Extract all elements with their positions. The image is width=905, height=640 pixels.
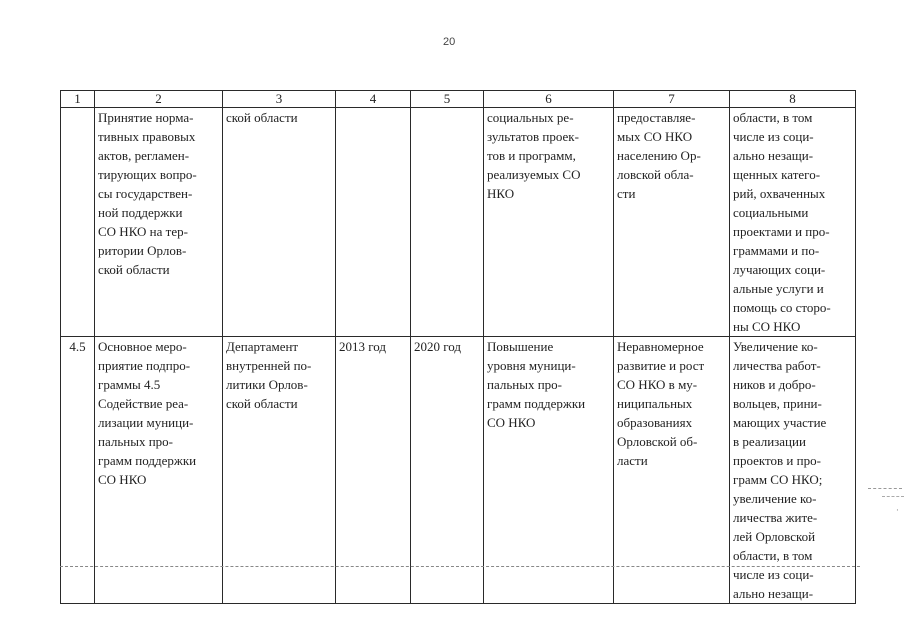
header-cell: 2 — [95, 91, 223, 108]
cell-text-line: лизации муници- — [98, 415, 194, 430]
page-number: 20 — [443, 36, 456, 48]
cell-text-line: ной поддержки — [98, 205, 183, 220]
header-cell: 5 — [411, 91, 484, 108]
cell-text-line: альные услуги и — [733, 281, 824, 296]
table-row — [61, 337, 856, 604]
cell-text-line: населению Ор- — [617, 148, 701, 163]
cell-number: 4.5 — [61, 337, 95, 604]
cell-text-line: уровня муници- — [487, 358, 576, 373]
cell-text-line: ниципальных — [617, 396, 693, 411]
header-cell: 8 — [730, 91, 856, 108]
cell-text-line: лучающих соци- — [733, 262, 826, 277]
cell-text-line: числе из соци- — [733, 567, 814, 582]
cell-text-line: Основное меро- — [98, 339, 187, 354]
cell-text-line: сти — [617, 186, 636, 201]
cell-text-line: вольцев, прини- — [733, 396, 822, 411]
cell-problem — [614, 337, 730, 604]
table-row — [61, 108, 856, 337]
cell-text-line: грамм СО НКО; — [733, 472, 823, 487]
cell-text-line: личества работ- — [733, 358, 821, 373]
cell-text-line: Неравномерное — [617, 339, 704, 354]
cell-text-line: Принятие норма- — [98, 110, 194, 125]
cell-text-line: сы государствен- — [98, 186, 193, 201]
cell-text-line: помощь со сторо- — [733, 300, 831, 315]
margin-mark — [882, 496, 904, 497]
cell-text-line: в реализации — [733, 434, 806, 449]
cell-text-line: Повышение — [487, 339, 554, 354]
cell-event-name — [95, 108, 223, 337]
header-cell: 6 — [484, 91, 614, 108]
cell-end-year — [411, 108, 484, 337]
cell-text-line: ритории Орлов- — [98, 243, 187, 258]
cell-text-line: тов и программ, — [487, 148, 576, 163]
cell-text-line: социальными — [733, 205, 809, 220]
cell-event-name — [95, 337, 223, 604]
cell-text-line: ской области — [226, 396, 298, 411]
cell-text-line: грамм поддержки — [487, 396, 586, 411]
cell-number — [61, 108, 95, 337]
cell-text-line: рий, охваченных — [733, 186, 826, 201]
cell-text-line: СО НКО — [487, 415, 536, 430]
cell-text-line: пальных про- — [98, 434, 173, 449]
cell-text-line: социальных ре- — [487, 110, 574, 125]
cell-text-line: граммы 4.5 — [98, 377, 161, 392]
header-cell: 4 — [336, 91, 411, 108]
cell-executor — [223, 337, 336, 604]
header-cell: 7 — [614, 91, 730, 108]
cell-text-line: мающих участие — [733, 415, 827, 430]
cell-problem — [614, 108, 730, 337]
cell-text-line: мых СО НКО — [617, 129, 693, 144]
cell-start-year — [336, 108, 411, 337]
cell-text-line: литики Орлов- — [226, 377, 308, 392]
cell-text-line: приятие подпро- — [98, 358, 191, 373]
cell-text-line: актов, регламен- — [98, 148, 190, 163]
margin-mark — [868, 488, 902, 489]
cell-text-line: ской области — [226, 110, 298, 125]
cell-expected-result — [484, 337, 614, 604]
cell-expected-result — [484, 108, 614, 337]
cell-text-line: ласти — [617, 453, 648, 468]
cell-text-line: Содействие реа- — [98, 396, 189, 411]
header-cell: 1 — [61, 91, 95, 108]
cell-text-line: ников и добро- — [733, 377, 816, 392]
cell-text-line: реализуемых СО — [487, 167, 581, 182]
cell-text-line: ны СО НКО — [733, 319, 801, 334]
cell-text-line: увеличение ко- — [733, 491, 817, 506]
cell-start-year: 2013 год — [336, 337, 411, 604]
cell-text-line: граммами и по- — [733, 243, 820, 258]
cell-executor — [223, 108, 336, 337]
cell-text-line: тивных правовых — [98, 129, 196, 144]
cell-text-line: числе из соци- — [733, 129, 814, 144]
cell-text-line: развитие и рост — [617, 358, 705, 373]
cell-text-line: НКО — [487, 186, 515, 201]
cell-text-line: СО НКО — [98, 472, 147, 487]
cell-text-line: образованиях — [617, 415, 693, 430]
cell-text-line: Увеличение ко- — [733, 339, 818, 354]
cell-text-line: области, в том — [733, 548, 813, 563]
cell-text-line: области, в том — [733, 110, 813, 125]
cell-text-line: ально незащи- — [733, 148, 814, 163]
cell-text-line: грамм поддержки — [98, 453, 197, 468]
cell-text-line: личества жите- — [733, 510, 818, 525]
cell-text-line: ской области — [98, 262, 170, 277]
cell-end-year: 2020 год — [411, 337, 484, 604]
cell-text-line: Департамент — [226, 339, 299, 354]
bottom-cut-line — [60, 566, 860, 567]
cell-text-line: проектами и про- — [733, 224, 830, 239]
cell-text-line: Орловской об- — [617, 434, 698, 449]
cell-text-line: внутренней по- — [226, 358, 312, 373]
cell-indicator — [730, 108, 856, 337]
cell-text-line: ально незащи- — [733, 586, 814, 601]
cell-text-line: предоставляе- — [617, 110, 696, 125]
cell-text-line: зультатов проек- — [487, 129, 579, 144]
cell-text-line: пальных про- — [487, 377, 562, 392]
cell-text-line: лей Орловской — [733, 529, 816, 544]
cell-text-line: СО НКО в му- — [617, 377, 698, 392]
header-row — [61, 91, 856, 108]
cell-text-line: проектов и про- — [733, 453, 821, 468]
cell-text-line: щенных катего- — [733, 167, 821, 182]
cell-indicator — [730, 337, 856, 604]
program-table — [60, 90, 856, 604]
scan-speck: · — [896, 506, 899, 516]
cell-text-line: СО НКО на тер- — [98, 224, 188, 239]
header-cell: 3 — [223, 91, 336, 108]
cell-text-line: тирующих вопро- — [98, 167, 197, 182]
cell-text-line: ловской обла- — [617, 167, 694, 182]
